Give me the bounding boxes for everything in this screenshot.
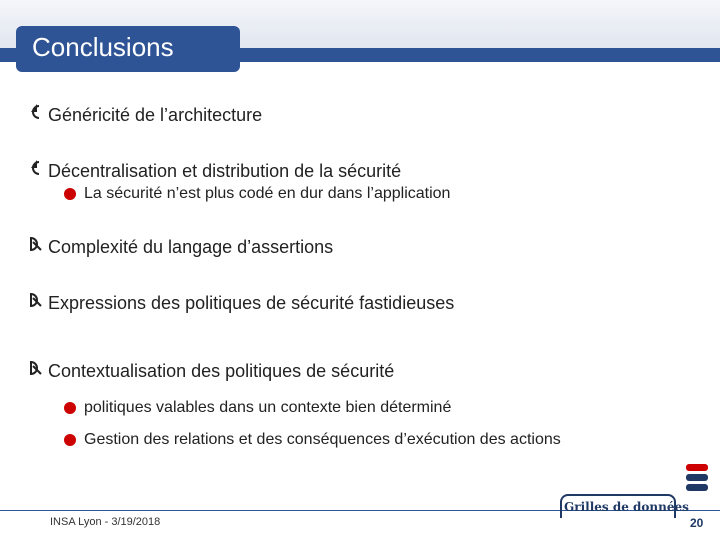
bullet-contextualisation: Contextualisation des politiques de sécurité xyxy=(48,361,395,381)
grilles-logo-text: Grilles de données xyxy=(564,500,689,514)
bullet-complexite: Complexité du langage d’assertions xyxy=(48,237,334,257)
bullet-expressions: Expressions des politiques de sécurité fastidieuses xyxy=(48,293,455,313)
subbullet-gestion-relations: Gestion des relations et des conséquences d’exécution des actions xyxy=(84,431,561,448)
warning-icon xyxy=(28,292,42,308)
subbullet-securite-code: La sécurité n’est plus codé en dur dans l’application xyxy=(84,185,451,202)
check-icon xyxy=(28,104,42,120)
bullet-decentralisation: Décentralisation et distribution de la sécurité xyxy=(48,161,402,181)
decorative-stack-icon xyxy=(686,464,708,494)
footer-date: INSA Lyon - 3/19/2018 xyxy=(50,516,161,528)
warning-icon xyxy=(28,236,42,252)
dot-icon xyxy=(64,434,76,446)
dot-icon xyxy=(64,402,76,414)
warning-icon xyxy=(28,360,42,376)
check-icon xyxy=(28,160,42,176)
dot-icon xyxy=(64,188,76,200)
page-number: 20 xyxy=(690,516,704,530)
bullet-genericite: Généricité de l’architecture xyxy=(48,105,263,125)
slide-title: Conclusions xyxy=(32,32,174,62)
subbullet-politiques-valables: politiques valables dans un contexte bien déterminé xyxy=(84,399,452,416)
